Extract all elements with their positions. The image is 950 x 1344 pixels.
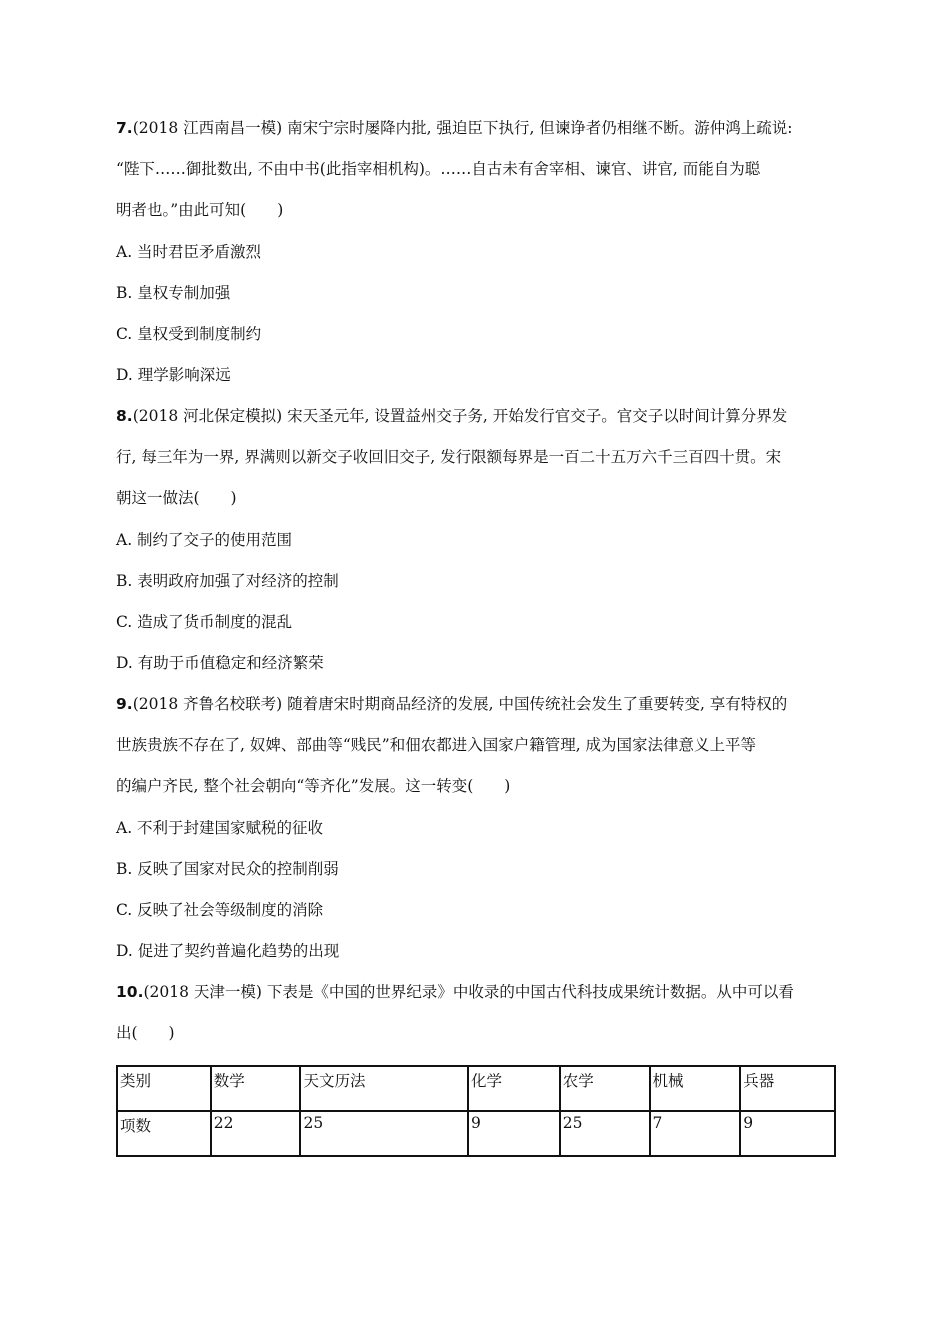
- option-d: D. 理学影响深远: [116, 366, 231, 384]
- table-cell: 天文历法: [300, 1066, 468, 1111]
- question-stem-line: 8.(2018 河北保定模拟) 宋天圣元年, 设置益州交子务, 开始发行官交子。官交子以时间计算分界发: [116, 407, 788, 425]
- option-d: D. 有助于币值稳定和经济繁荣: [116, 654, 324, 672]
- table-cell: 9: [468, 1111, 560, 1156]
- option-a: A. 当时君臣矛盾激烈: [116, 243, 262, 261]
- table-cell: 7: [650, 1111, 741, 1156]
- question-9: [116, 694, 836, 961]
- table-cell: 25: [560, 1111, 650, 1156]
- question-stem-line: “陛下……御批数出, 不由中书(此指宰相机构)。……自古未有舍宰相、谏官、讲官, 而能自为聪: [116, 160, 761, 178]
- option-b: B. 皇权专制加强: [116, 284, 231, 302]
- table-cell: 9: [740, 1111, 835, 1156]
- question-stem-line: 7.(2018 江西南昌一模) 南宋宁宗时屡降内批, 强迫臣下执行, 但谏诤者仍相继不断。游仲鸿上疏说:: [116, 119, 793, 137]
- question-stem-line: 9.(2018 齐鲁名校联考) 随着唐宋时期商品经济的发展, 中国传统社会发生了重要转变, 享有特权的: [116, 695, 788, 713]
- table-cell: 机械: [650, 1066, 741, 1111]
- option-c: C. 皇权受到制度制约: [116, 325, 262, 343]
- question-number: 10.: [116, 983, 144, 1001]
- table-cell: 农学: [560, 1066, 650, 1111]
- option-b: B. 反映了国家对民众的控制削弱: [116, 860, 339, 878]
- table-cell: 数学: [211, 1066, 301, 1111]
- question-stem-line: 世族贵族不存在了, 奴婢、部曲等“贱民”和佃农都进入国家户籍管理, 成为国家法律意义上平等: [116, 736, 757, 754]
- option-c: C. 造成了货币制度的混乱: [116, 613, 293, 631]
- question-8: [116, 406, 836, 673]
- question-stem-line: 朝这一做法( ): [116, 489, 237, 507]
- table-cell: 化学: [468, 1066, 560, 1111]
- statistics-table: [116, 1065, 836, 1157]
- question-10: [116, 982, 836, 1157]
- table-cell: 兵器: [740, 1066, 835, 1111]
- question-7: [116, 118, 836, 385]
- exam-page: [116, 118, 836, 1157]
- option-b: B. 表明政府加强了对经济的控制: [116, 572, 339, 590]
- question-number: 7.: [116, 119, 133, 137]
- table-cell: 项数: [117, 1111, 211, 1156]
- table-cell: 类别: [117, 1066, 211, 1111]
- option-a: A. 制约了交子的使用范围: [116, 531, 293, 549]
- option-c: C. 反映了社会等级制度的消除: [116, 901, 324, 919]
- question-number: 8.: [116, 407, 133, 425]
- option-a: A. 不利于封建国家赋税的征收: [116, 819, 324, 837]
- option-d: D. 促进了契约普遍化趋势的出现: [116, 942, 340, 960]
- question-number: 9.: [116, 695, 133, 713]
- table-header-row: [117, 1066, 835, 1111]
- table-cell: 25: [300, 1111, 468, 1156]
- question-stem-line: 行, 每三年为一界, 界满则以新交子收回旧交子, 发行限额每界是一百二十五万六千三百四十贯。宋: [116, 448, 782, 466]
- question-stem-line: 的编户齐民, 整个社会朝向“等齐化”发展。这一转变( ): [116, 777, 511, 795]
- table-cell: 22: [211, 1111, 301, 1156]
- question-stem-line: 明者也。”由此可知( ): [116, 201, 284, 219]
- question-stem-line: 出( ): [116, 1024, 175, 1042]
- question-stem-line: 10.(2018 天津一模) 下表是《中国的世界纪录》中收录的中国古代科技成果统计数据。从中可以看: [116, 983, 794, 1001]
- table-row: [117, 1111, 835, 1156]
